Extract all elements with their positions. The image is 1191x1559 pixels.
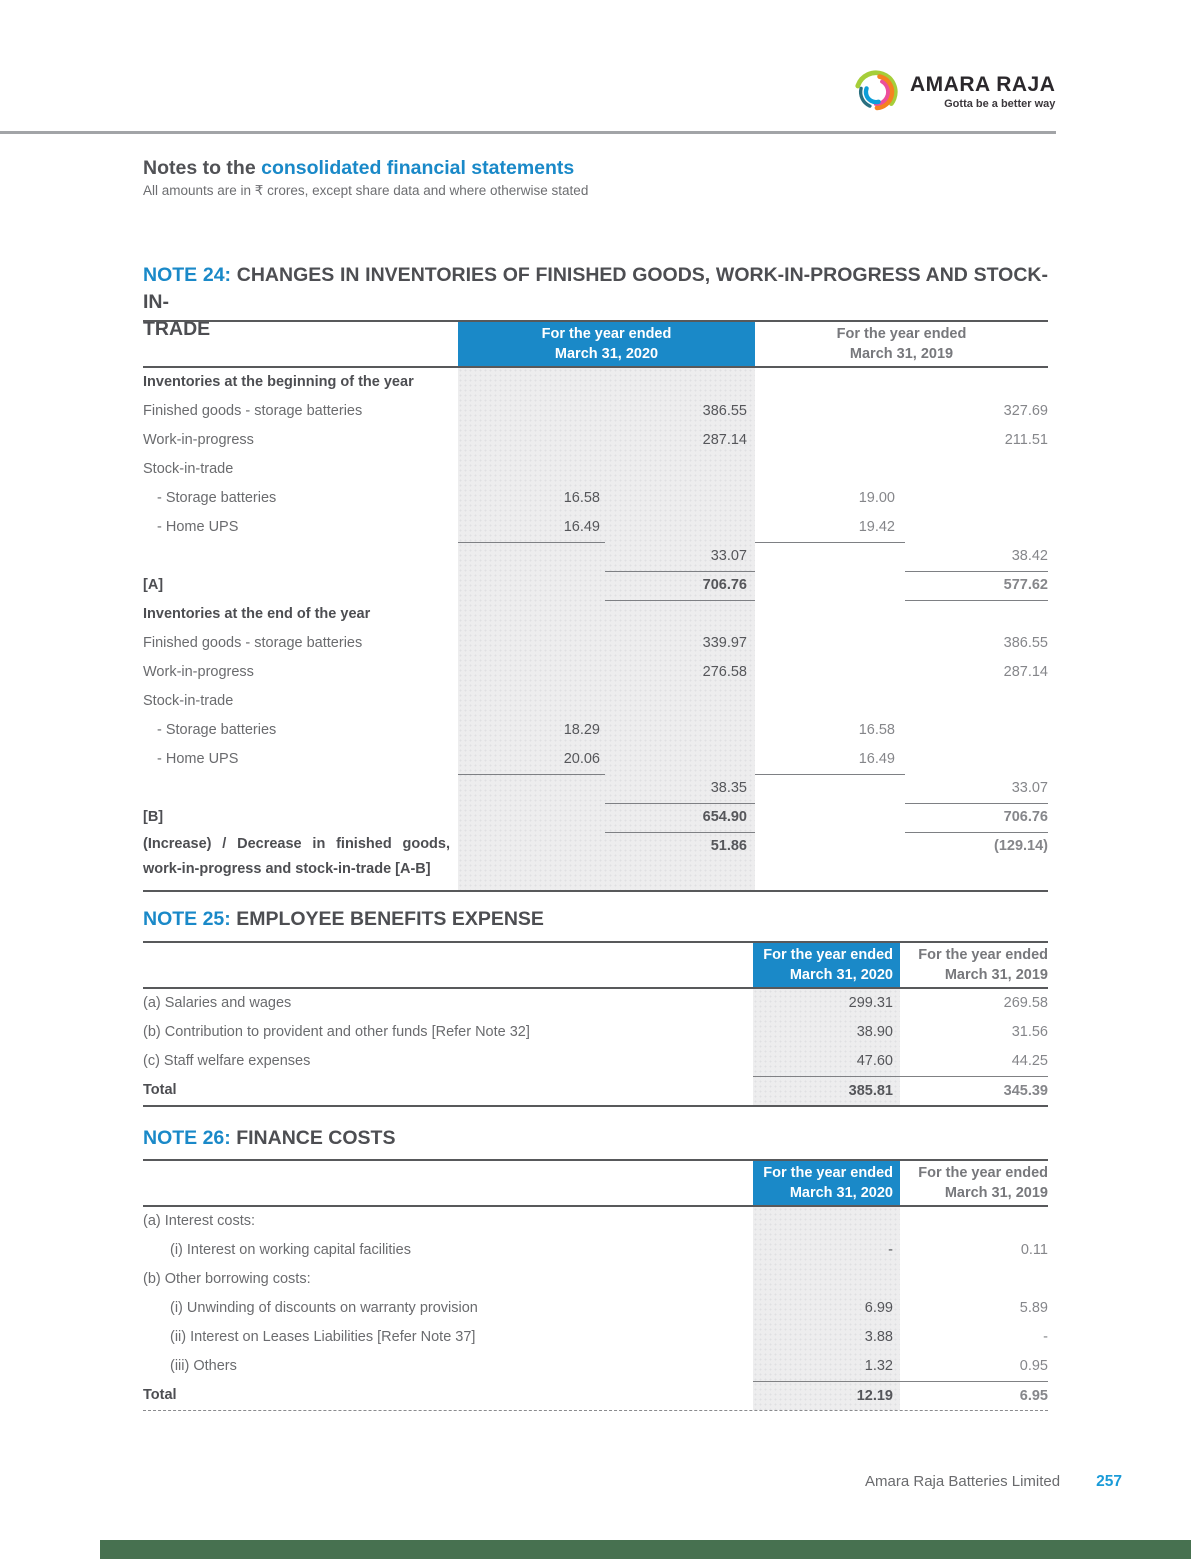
cell xyxy=(753,1265,900,1294)
cell-2020: 339.97 xyxy=(702,635,747,651)
cell xyxy=(458,426,605,455)
row-label: Stock-in-trade xyxy=(143,693,234,709)
row-label: Work-in-progress xyxy=(143,664,254,680)
cell-2019: 38.42 xyxy=(905,542,1048,572)
cell-2019-inner: 19.00 xyxy=(858,490,895,506)
cell xyxy=(755,426,905,455)
cell xyxy=(755,397,905,426)
cell-2019-inner: 16.58 xyxy=(858,722,895,738)
note26-number: NOTE 26: xyxy=(143,1127,231,1149)
cell xyxy=(755,600,905,629)
row-label: (a) Interest costs: xyxy=(143,1213,256,1229)
cell-2020: 385.81 xyxy=(753,1076,900,1106)
cell xyxy=(755,658,905,687)
cell xyxy=(458,803,605,833)
cell-2020: 3.88 xyxy=(864,1329,893,1345)
table-row xyxy=(143,1323,1048,1352)
cell-2019: 5.89 xyxy=(1019,1300,1048,1316)
note25-table xyxy=(143,941,1048,1107)
note25-title: EMPLOYEE BENEFITS EXPENSE xyxy=(236,908,544,930)
note24-title-part1: CHANGES IN INVENTORIES OF FINISHED GOODS, WORK-IN-PROGRESS AND STOCK-IN- xyxy=(143,264,1048,313)
cell xyxy=(458,600,605,629)
cell-2019-inner: 19.42 xyxy=(755,513,905,543)
logo-text xyxy=(910,73,1055,111)
cell xyxy=(905,368,1048,397)
note24-table-header xyxy=(143,320,1048,368)
cell-2020: 51.86 xyxy=(710,838,747,854)
row-label xyxy=(143,832,458,882)
note25-col-2019-header xyxy=(900,943,1048,987)
note24-title-part2: TRADE xyxy=(143,318,211,340)
note24-col-2019-header xyxy=(755,322,1048,366)
row-label: (b) Contribution to provident and other funds [Refer Note 32] xyxy=(143,1024,530,1040)
cell-2019: 31.56 xyxy=(1011,1024,1048,1040)
brand-tagline: Gotta be a better way xyxy=(944,98,1056,110)
cell-2020: 47.60 xyxy=(856,1053,893,1069)
table-row xyxy=(143,484,1048,513)
col-2019-line1: For the year ended xyxy=(836,326,967,342)
col-2020-line1: For the year ended xyxy=(541,326,672,342)
cell xyxy=(755,368,905,397)
cell-2019: 287.14 xyxy=(1003,664,1048,680)
page-footer xyxy=(865,1473,1122,1491)
col-2020-line1: For the year ended xyxy=(763,947,893,963)
cell xyxy=(905,455,1048,484)
table-row-total xyxy=(143,1076,1048,1105)
col-2019-line1: For the year ended xyxy=(918,947,1048,963)
col-2020-line1: For the year ended xyxy=(763,1165,893,1181)
row-label: (i) Interest on working capital facilities xyxy=(170,1242,411,1258)
cell-2019-inner: 16.49 xyxy=(755,745,905,775)
cell-2020: 287.14 xyxy=(702,432,747,448)
row-label: Total xyxy=(143,1387,177,1403)
table-row xyxy=(143,629,1048,658)
cell xyxy=(605,687,755,716)
logo-swirl-icon xyxy=(852,68,900,116)
table-row xyxy=(143,1018,1048,1047)
green-footer-bar xyxy=(100,1540,1191,1559)
row-label: Inventories at the beginning of the year xyxy=(143,374,414,390)
table-row xyxy=(143,745,1048,774)
cell xyxy=(605,368,755,397)
row-label: Stock-in-trade xyxy=(143,461,234,477)
note25-number: NOTE 25: xyxy=(143,908,231,930)
cell-2019: 0.11 xyxy=(1020,1242,1048,1258)
cell-2019: 211.51 xyxy=(1004,432,1048,448)
row-label: (iii) Others xyxy=(170,1358,237,1374)
cell-2019: 33.07 xyxy=(905,774,1048,804)
table-row-total xyxy=(143,1381,1048,1410)
table-row-total-b xyxy=(143,803,1048,832)
page-title-highlight: consolidated financial statements xyxy=(261,157,575,179)
cell-2020: 33.07 xyxy=(605,542,755,572)
cell xyxy=(905,745,1048,775)
cell-2020: - xyxy=(888,1242,893,1258)
note25-heading xyxy=(143,906,1048,933)
note26-title: FINANCE COSTS xyxy=(236,1127,396,1149)
cell-2019: 327.69 xyxy=(1003,403,1048,419)
table-row xyxy=(143,1047,1048,1076)
table-row xyxy=(143,989,1048,1018)
row-label: (ii) Interest on Leases Liabilities [Refer Note 37] xyxy=(170,1329,476,1345)
cell xyxy=(905,513,1048,543)
table-row xyxy=(143,716,1048,745)
row-label xyxy=(143,774,458,804)
cell xyxy=(605,716,755,745)
cell-2019: 269.58 xyxy=(1003,995,1048,1011)
cell-2020-inner: 16.49 xyxy=(458,513,605,543)
row-label: Work-in-progress xyxy=(143,432,254,448)
cell-2020: 299.31 xyxy=(848,995,893,1011)
cell xyxy=(755,571,905,601)
col-2019-line2: March 31, 2019 xyxy=(944,967,1048,983)
cell xyxy=(755,455,905,484)
cell xyxy=(458,571,605,601)
cell-2019: 6.95 xyxy=(900,1381,1048,1411)
doc-header xyxy=(143,156,1048,199)
cell xyxy=(755,542,905,572)
cell-2020: 706.76 xyxy=(605,571,755,601)
row-label: - Storage batteries xyxy=(157,490,277,506)
cell-2019: - xyxy=(1043,1329,1048,1345)
cell-2020: 276.58 xyxy=(702,664,747,680)
cell xyxy=(458,658,605,687)
cell xyxy=(458,455,605,484)
header-rule xyxy=(0,131,1056,134)
table-row xyxy=(143,687,1048,716)
page-title xyxy=(143,156,1048,180)
row-label: Finished goods - storage batteries xyxy=(143,635,363,651)
cell xyxy=(905,600,1048,629)
cell xyxy=(458,368,605,397)
row-label: - Storage batteries xyxy=(157,722,277,738)
cell xyxy=(755,803,905,833)
cell xyxy=(458,629,605,658)
table-row xyxy=(143,1265,1048,1294)
cell-2020: 12.19 xyxy=(753,1381,900,1411)
note26-table xyxy=(143,1159,1048,1411)
row-label: - Home UPS xyxy=(157,751,239,767)
cell-2020-inner: 18.29 xyxy=(563,722,600,738)
table-row xyxy=(143,513,1048,542)
table-row xyxy=(143,426,1048,455)
row-label: (i) Unwinding of discounts on warranty provision xyxy=(170,1300,478,1316)
note26-col-2019-header xyxy=(900,1161,1048,1205)
cell-2020: 1.32 xyxy=(864,1358,893,1374)
cell-2019: (129.14) xyxy=(993,838,1048,854)
note26-table-header xyxy=(143,1159,1048,1207)
cell xyxy=(905,484,1048,513)
cell-2019: 345.39 xyxy=(900,1076,1048,1106)
note25-col-2020-header xyxy=(753,943,900,987)
page-title-prefix: Notes to the xyxy=(143,157,256,179)
table-row-total-a xyxy=(143,571,1048,600)
row-label: Inventories at the end of the year xyxy=(143,606,371,622)
cell xyxy=(755,687,905,716)
cell-2020: 6.99 xyxy=(864,1300,893,1316)
cell xyxy=(755,629,905,658)
cell xyxy=(458,397,605,426)
cell xyxy=(605,513,755,543)
note24-heading-line1 xyxy=(143,262,1048,316)
cell-2020-inner: 20.06 xyxy=(458,745,605,775)
col-2019-line2: March 31, 2019 xyxy=(944,1185,1048,1201)
table-row xyxy=(143,455,1048,484)
cell xyxy=(605,455,755,484)
col-2020-line2: March 31, 2020 xyxy=(789,1185,893,1201)
row-label: Finished goods - storage batteries xyxy=(143,403,363,419)
table-row xyxy=(143,774,1048,803)
cell-2019: 706.76 xyxy=(905,803,1048,833)
row-label: (a) Salaries and wages xyxy=(143,995,292,1011)
row-label: [A] xyxy=(143,577,164,593)
table-row xyxy=(143,600,1048,629)
cell-2020: 386.55 xyxy=(702,403,747,419)
amara-raja-logo xyxy=(852,68,1055,116)
page-number: 257 xyxy=(1096,1473,1122,1490)
cell xyxy=(458,774,605,804)
row-label: - Home UPS xyxy=(157,519,239,535)
row-label xyxy=(143,542,458,572)
cell xyxy=(605,484,755,513)
table-row xyxy=(143,658,1048,687)
row-label: Total xyxy=(143,1082,177,1098)
table-row xyxy=(143,368,1048,397)
cell-2019: 386.55 xyxy=(1003,635,1048,651)
row-label: (b) Other borrowing costs: xyxy=(143,1271,311,1287)
cell xyxy=(458,542,605,572)
col-2019-line2: March 31, 2019 xyxy=(849,346,954,362)
cell-2020: 38.35 xyxy=(605,774,755,804)
cell-2019: 0.95 xyxy=(1019,1358,1048,1374)
company-name: Amara Raja Batteries Limited xyxy=(865,1473,1061,1490)
cell-2019: 44.25 xyxy=(1011,1053,1048,1069)
note24-col-2020-header xyxy=(458,322,755,366)
table-row-net-change xyxy=(143,832,1048,890)
row-label: (c) Staff welfare expenses xyxy=(143,1053,311,1069)
note24-number: NOTE 24: xyxy=(143,264,232,286)
cell-2020: 38.90 xyxy=(856,1024,893,1040)
cell xyxy=(755,774,905,804)
cell xyxy=(905,716,1048,745)
cell xyxy=(905,687,1048,716)
cell-2020: 654.90 xyxy=(605,803,755,833)
row-label: [B] xyxy=(143,809,164,825)
table-row xyxy=(143,1352,1048,1381)
table-row xyxy=(143,397,1048,426)
col-2019-line1: For the year ended xyxy=(918,1165,1048,1181)
note24-table xyxy=(143,320,1048,892)
cell-2019: 577.62 xyxy=(905,571,1048,601)
cell xyxy=(605,745,755,775)
col-2020-line2: March 31, 2020 xyxy=(789,967,893,983)
note26-heading xyxy=(143,1125,1048,1152)
col-2020-line2: March 31, 2020 xyxy=(554,346,659,362)
note25-table-header xyxy=(143,941,1048,989)
table-row xyxy=(143,1207,1048,1236)
table-row xyxy=(143,1236,1048,1265)
row-label-line2: work-in-progress and stock-in-trade [A-B] xyxy=(143,861,431,877)
cell-2020-inner: 16.58 xyxy=(563,490,600,506)
page-subtitle: All amounts are in ₹ crores, except share data and where otherwise stated xyxy=(143,183,589,198)
note26-col-2020-header xyxy=(753,1161,900,1205)
brand-name: AMARA RAJA xyxy=(910,73,1056,96)
table-row xyxy=(143,1294,1048,1323)
row-label-line1: (Increase) / Decrease in finished goods, xyxy=(143,836,450,852)
table-row xyxy=(143,542,1048,571)
cell xyxy=(458,687,605,716)
cell xyxy=(605,600,755,629)
cell xyxy=(753,1207,900,1236)
cell xyxy=(900,1207,1048,1236)
cell xyxy=(900,1265,1048,1294)
